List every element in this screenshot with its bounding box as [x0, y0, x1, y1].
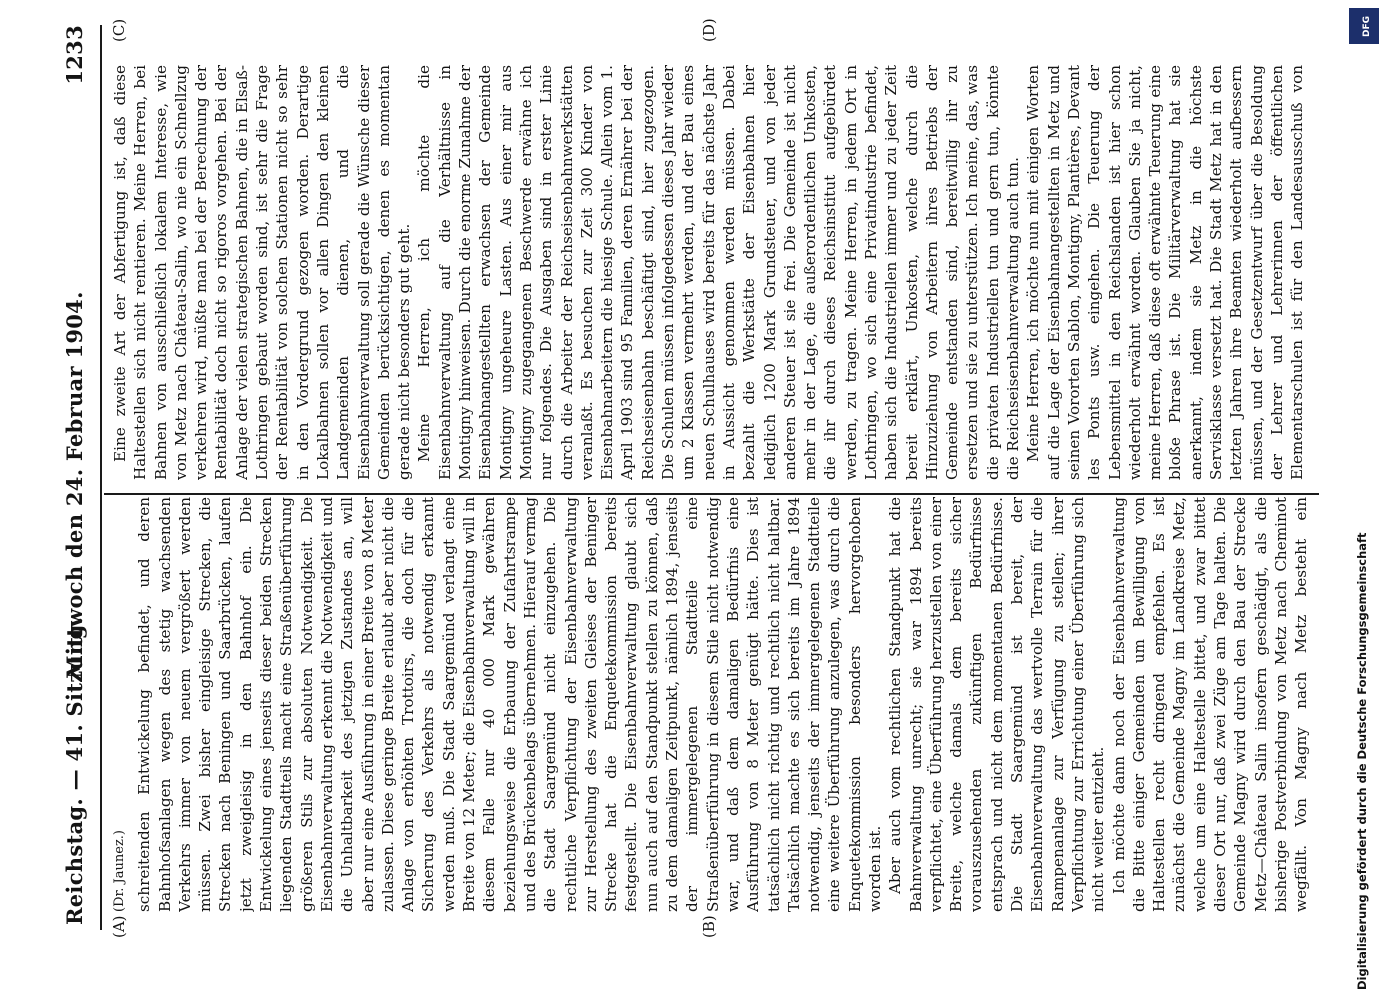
- margin-marker-c: (C): [110, 18, 128, 42]
- paragraph: schreitenden Entwickelung befindet, und deren Bahnhofsanlagen wegen des stetig wachsenden Verkehrs immer von neuem vergrößert werden müssen. Zwei bisher eingleisige Strecken, die Strecken nach Beningen und Saarbrücken, laufen jetzt zweigleisig in den Bahnhof ein. Die Entwickelung eines jenseits dieser beiden Strecken liegenden Stadtteils macht eine Straßenüberführung größeren Stils zur absoluten Notwendigkeit. Die Eisenbahnverwaltung erkennt die Notwendigkeit und die Unhaltbarkeit des jetzigen Zustandes an, will aber nur eine Ausführung in einer Breite von 8 Meter zulassen. Diese geringe Breite erlaubt aber nicht die Anlage von erhöhten Trottoirs, die doch für die Sicherung des Verkehrs als notwendig erkannt werden muß. Die Stadt Saargemünd verlangt eine Breite von 12 Meter; die Eisenbahnverwaltung will in diesem Falle nur 40 000 Mark gewähren beziehungsweise die Erbauung der Zufahrtsrampe und des Brückenbelags übernehmen. Hierauf vermag die Stadt Saargemünd nicht einzugehen. Die rechtliche Verpflichtung der Eisenbahnverwaltung zur Herstellung des zweiten Gleises der Beninger Strecke hat die Enquetekommission bereits festgestellt. Die Eisenbahnverwaltung glaubt sich nun auch auf den Standpunkt stellen zu können, daß zu dem damaligen Zeitpunkt, nämlich 1894, jenseits der immergelegenen Stadtteile eine Straßenüberführung in diesem Stile nicht notwendig war, und daß dem damaligen Bedürfnis eine Ausführung von 8 Meter genügt hätte. Dies ist tatsächlich nicht richtig und rechtlich nicht haltbar. Tatsächlich machte es sich bereits im Jahre 1894 notwendig, jenseits der immergelegenen Stadtteile eine weitere Überführung anzulegen, was durch die Enquetekommission besonders hervorgehoben worden ist.: [135, 497, 884, 912]
- dfg-logo: DFG: [1349, 8, 1379, 44]
- funding-note: Digitalisierung gefördert durch die Deutsche Forschungsgemeinschaft: [1355, 532, 1369, 990]
- header-date: Mittwoch den 24. Februar 1904.: [62, 291, 87, 679]
- margin-marker-d: (D): [700, 18, 718, 42]
- paragraph: Eine zweite Art der Abfertigung ist, daß diese Haltestellen sich nicht rentieren. Meine Herren, bei Bahnen von ausschließlich lokalem Interesse, wie von Metz nach Château-Salin, wo nie ein Schnellzug verkehren wird, müßte man bei der Berechnung der Rentabilität doch nicht so rigoros vorgehen. Bei der Anlage der vielen strategischen Bahnen, die in Elsaß-Lothringen gebaut worden sind, ist sehr die Frage der Rentabilität von solchen Stationen nicht so sehr in den Vordergrund gezogen worden. Derartige Lokalbahnen sollen vor allen Dingen den kleinen Landgemeinden dienen, und die Eisenbahnverwaltung soll gerade die Wünsche dieser Gemeinden berücksichtigen, denen es momentan gerade nicht besonders gut geht.: [111, 65, 414, 480]
- paragraph: Ich möchte dann noch der Eisenbahnverwaltung die Bitte einiger Gemeinden um Bewilligung von Haltestellen recht dringend empfehlen. Es ist zunächst die Gemeinde Magny im Landkreise Metz, welche um eine Haltestelle bittet, und zwar bittet dieser Ort nur, daß zwei Züge am Tage halten. Die Gemeinde Magny wird durch den Bau der Strecke Metz—Château Salin insofern geschädigt, als die bisherige Postverbindung von Metz nach Cheminot wegfällt. Von Magny nach Metz besteht ein: [1109, 497, 1310, 912]
- paragraph: Aber auch vom rechtlichen Standpunkt hat die Bahnverwaltung unrecht; sie war 1894 bereits verpflichtet, eine Überführung herzustellen von einer Breite, welche damals dem bereits sicher vorauszusehenden zukünftigen Bedürfnisse entsprach und nicht dem momentanen Bedürfnisse. Die Stadt Saargemünd ist bereit, der Eisenbahnverwaltung das wertvolle Terrain für die Rampenanlage zur Verfügung zu stellen; ihrer Verpflichtung zur Errichtung einer Überführung sich nicht weiter entzieht.: [886, 497, 1108, 912]
- header-left: Reichstag. — 41. Sitzung.: [62, 616, 87, 925]
- right-text-column: [110, 65, 1310, 480]
- digitization-sidebar: [1343, 0, 1383, 1000]
- paragraph: Meine Herren, ich möchte die Eisenbahnverwaltung auf die Verhältnisse in Montigny hinweisen. Durch die enorme Zunahme der Eisenbahnangestellten erwachsen der Gemeinde Montigny ungeheure Lasten. Aus einer mir aus Montigny zugegangenen Beschwerde erwähne ich nur folgendes. Die Ausgaben sind in erster Linie durch die Arbeiter der Reichseisenbahnwerkstätten veranlaßt. Es besuchen zur Zeit 300 Kinder von Eisenbahnarbeitern die hiesige Schule. Allein vom 1. April 1903 sind 95 Familien, deren Ernährer bei der Reichseisenbahn beschäftigt sind, hier zugezogen. Die Schulen müssen infolgedessen dieses Jahr wieder um 2 Klassen vermehrt werden, und der Bau eines neuen Schulhauses wird bereits für das nächste Jahr in Aussicht genommen werden müssen. Dabei bezahlt die Werkstätte der Eisenbahnen hier lediglich 1200 Mark Grundsteuer, und von jeder anderen Steuer ist sie frei. Die Gemeinde ist nicht mehr in der Lage, die außerordentlichen Unkosten, die ihr durch dieses Reichsinstitut aufgebürdet werden, zu tragen. Meine Herren, in jedem Ort in Lothringen, wo sich eine Privatindustrie befindet, haben sich die Industriellen immer und zu jeder Zeit bereit erklärt, Unkosten, welche durch die Hinzuziehung von Arbeitern ihres Betriebs der Gemeinde entstanden sind, bereitwillig ihr zu ersetzen und sie zu unterstützen. Ich meine, das, was die privaten Industriellen tun und gern tun, könnte die Reichseisenbahnverwaltung auch tun.: [415, 65, 1023, 480]
- margin-marker-a: (A): [110, 915, 128, 938]
- paragraph: Meine Herren, ich möchte nun mit einigen Worten auf die Lage der Eisenbahnangestellten in Metz und seinen Vororten Sablon, Montigny, Plantières, Devant les Ponts usw. eingehen. Die Teuerung der Lebensmittel in den Reichslanden ist hier schon wiederholt erwähnt worden. Glauben Sie ja nicht, meine Herren, daß diese oft erwähnte Teuerung eine bloße Phrase ist. Die Militärverwaltung hat sie anerkannt, indem sie Metz in die höchste Servisklasse versetzt hat. Die Stadt Metz hat in den letzten Jahren ihre Beamten wiederholt aufbessern müssen, und der Gesetzentwurf über die Besoldung der Lehrer und Lehrerinnen der öffentlichen Elementarschulen ist für den Landesausschuß von: [1024, 65, 1307, 480]
- speaker-label: (Dr. Jaunez.): [112, 830, 127, 912]
- margin-marker-b: (B): [700, 915, 718, 938]
- column-divider: [104, 493, 1319, 495]
- page-number: 1233: [62, 25, 87, 85]
- left-text-column: [110, 497, 1310, 912]
- header-rule: [100, 25, 102, 930]
